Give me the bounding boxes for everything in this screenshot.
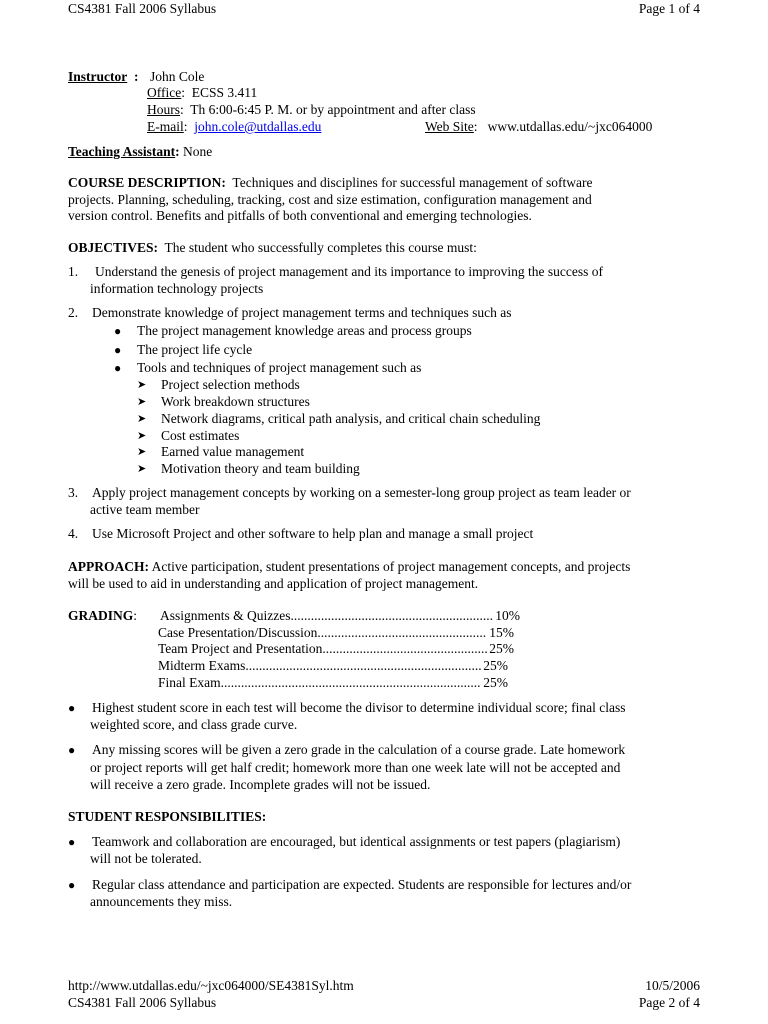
grading-note-line: weighted score, and class grade curve.	[90, 717, 298, 732]
arrow-bullet-icon: ➤	[137, 430, 147, 442]
ta-value: None	[183, 144, 213, 159]
ta-row: Teaching Assistant: None	[68, 144, 213, 159]
page-header-page-number: Page 1 of 4	[638, 1, 700, 16]
footer-url: http://www.utdallas.edu/~jxc064000/SE4381Syl.htm	[68, 978, 354, 993]
objective-bullet: The project life cycle	[137, 342, 253, 357]
objective-2-text: Demonstrate knowledge of project management terms and techniques such as	[92, 305, 512, 320]
responsibility-line: will not be tolerated.	[90, 851, 202, 866]
tool-item: Motivation theory and team building	[161, 461, 360, 476]
grading-row: Midterm Exams ..... 25%	[158, 657, 508, 674]
bullet-icon: ●	[114, 324, 122, 338]
grading-note-line: Any missing scores will be given a zero grade in the calculation of a course grade. Late homework	[92, 742, 626, 757]
course-description-line: projects. Planning, scheduling, tracking, cost and size estimation, configuration management and	[68, 192, 592, 207]
tool-item: Network diagrams, critical path analysis, and critical chain scheduling	[161, 411, 541, 426]
bullet-icon: ●	[68, 743, 76, 757]
instructor-label: Instructor	[68, 69, 128, 84]
office-label: Office	[147, 85, 182, 100]
tool-item: Work breakdown structures	[161, 394, 310, 409]
grading-row: Case Presentation/Discussion ..... 15%	[158, 624, 514, 641]
office-row: Office: ECSS 3.411	[147, 85, 258, 100]
grading-note-line: Highest student score in each test will become the divisor to determine individual score; final class	[92, 700, 626, 715]
footer-date: 10/5/2006	[645, 978, 700, 993]
grading-row: Assignments & Quizzes ..... 10%	[160, 607, 520, 624]
responsibility-line: Teamwork and collaboration are encouraged, but identical assignments or test papers (plagiarism)	[92, 834, 621, 849]
bullet-icon: ●	[68, 701, 76, 715]
objective-number: 2.	[68, 305, 79, 320]
grading-heading: GRADING:	[68, 608, 138, 623]
tool-item: Earned value management	[161, 444, 305, 459]
bullet-icon: ●	[68, 835, 76, 849]
bullet-icon: ●	[114, 343, 122, 357]
arrow-bullet-icon: ➤	[137, 446, 147, 458]
grading-note-line: or project reports will get half credit; homework more than one week late will not be accepted and	[90, 760, 621, 775]
course-description-line: COURSE DESCRIPTION: Techniques and disciplines for successful management of software	[68, 175, 593, 190]
grading-label: GRADING	[68, 608, 134, 623]
bullet-icon: ●	[114, 361, 122, 375]
responsibility-line: Regular class attendance and participation are expected. Students are responsible for lectures and/or	[92, 877, 632, 892]
responsibilities-heading: STUDENT RESPONSIBILITIES:	[68, 809, 267, 824]
grading-row: Final Exam ..... 25%	[158, 674, 508, 691]
objectives-intro: The student who successfully completes this course must:	[164, 240, 477, 255]
footer-page-number: Page 2 of 4	[638, 995, 700, 1010]
page-header-title: CS4381 Fall 2006 Syllabus	[68, 1, 217, 16]
office-value: ECSS 3.411	[191, 85, 258, 100]
approach-line: will be used to aid in understanding and application of project management.	[68, 576, 479, 591]
responsibility-line: announcements they miss.	[90, 894, 233, 909]
ta-label: Teaching Assistant	[68, 144, 176, 159]
objective-3-line: active team member	[90, 502, 200, 517]
hours-label: Hours	[147, 102, 180, 117]
objectives-label: OBJECTIVES:	[68, 240, 159, 255]
email-link[interactable]: john.cole@utdallas.edu	[194, 119, 322, 134]
objective-1-line: information technology projects	[90, 281, 264, 296]
objective-bullet: Tools and techniques of project management such as	[137, 360, 422, 375]
email-label: E-mail	[147, 119, 184, 134]
objective-4-text: Use Microsoft Project and other software to help plan and manage a small project	[92, 526, 534, 541]
arrow-bullet-icon: ➤	[137, 396, 147, 408]
hours-row: Hours: Th 6:00-6:45 P. M. or by appointment and after class	[147, 102, 476, 117]
objective-number: 1.	[68, 264, 79, 279]
objective-1-line: Understand the genesis of project management and its importance to improving the success of	[95, 264, 603, 279]
arrow-bullet-icon: ➤	[137, 379, 147, 391]
footer-title: CS4381 Fall 2006 Syllabus	[68, 995, 217, 1010]
course-description-label: COURSE DESCRIPTION:	[68, 175, 226, 190]
objective-number: 3.	[68, 485, 79, 500]
grading-row: Team Project and Presentation ..... 25%	[158, 640, 514, 657]
website-label: Web Site	[425, 119, 474, 134]
email-row: E-mail: john.cole@utdallas.edu	[147, 119, 322, 134]
objective-number: 4.	[68, 526, 79, 541]
approach-line: APPROACH: Active participation, student presentations of project management concepts, and projects	[68, 559, 631, 574]
grading-note-line: will receive a zero grade. Incomplete grades will not be issued.	[90, 777, 431, 792]
arrow-bullet-icon: ➤	[137, 463, 147, 475]
objectives-heading	[68, 239, 477, 256]
tool-item: Cost estimates	[161, 428, 240, 443]
website-value: www.utdallas.edu/~jxc064000	[487, 119, 653, 134]
tool-item: Project selection methods	[161, 377, 300, 392]
hours-value: Th 6:00-6:45 P. M. or by appointment and after class	[190, 102, 476, 117]
objective-3-line: Apply project management concepts by working on a semester-long group project as team leader or	[92, 485, 631, 500]
arrow-bullet-icon: ➤	[137, 413, 147, 425]
website-row: Web Site: www.utdallas.edu/~jxc064000	[425, 119, 653, 134]
bullet-icon: ●	[68, 878, 76, 892]
course-description-line: version control. Benefits and pitfalls of both conventional and emerging technologies.	[68, 208, 532, 223]
approach-label: APPROACH:	[68, 559, 149, 574]
instructor-name: John Cole	[150, 69, 205, 84]
objective-bullet: The project management knowledge areas and process groups	[137, 323, 472, 338]
